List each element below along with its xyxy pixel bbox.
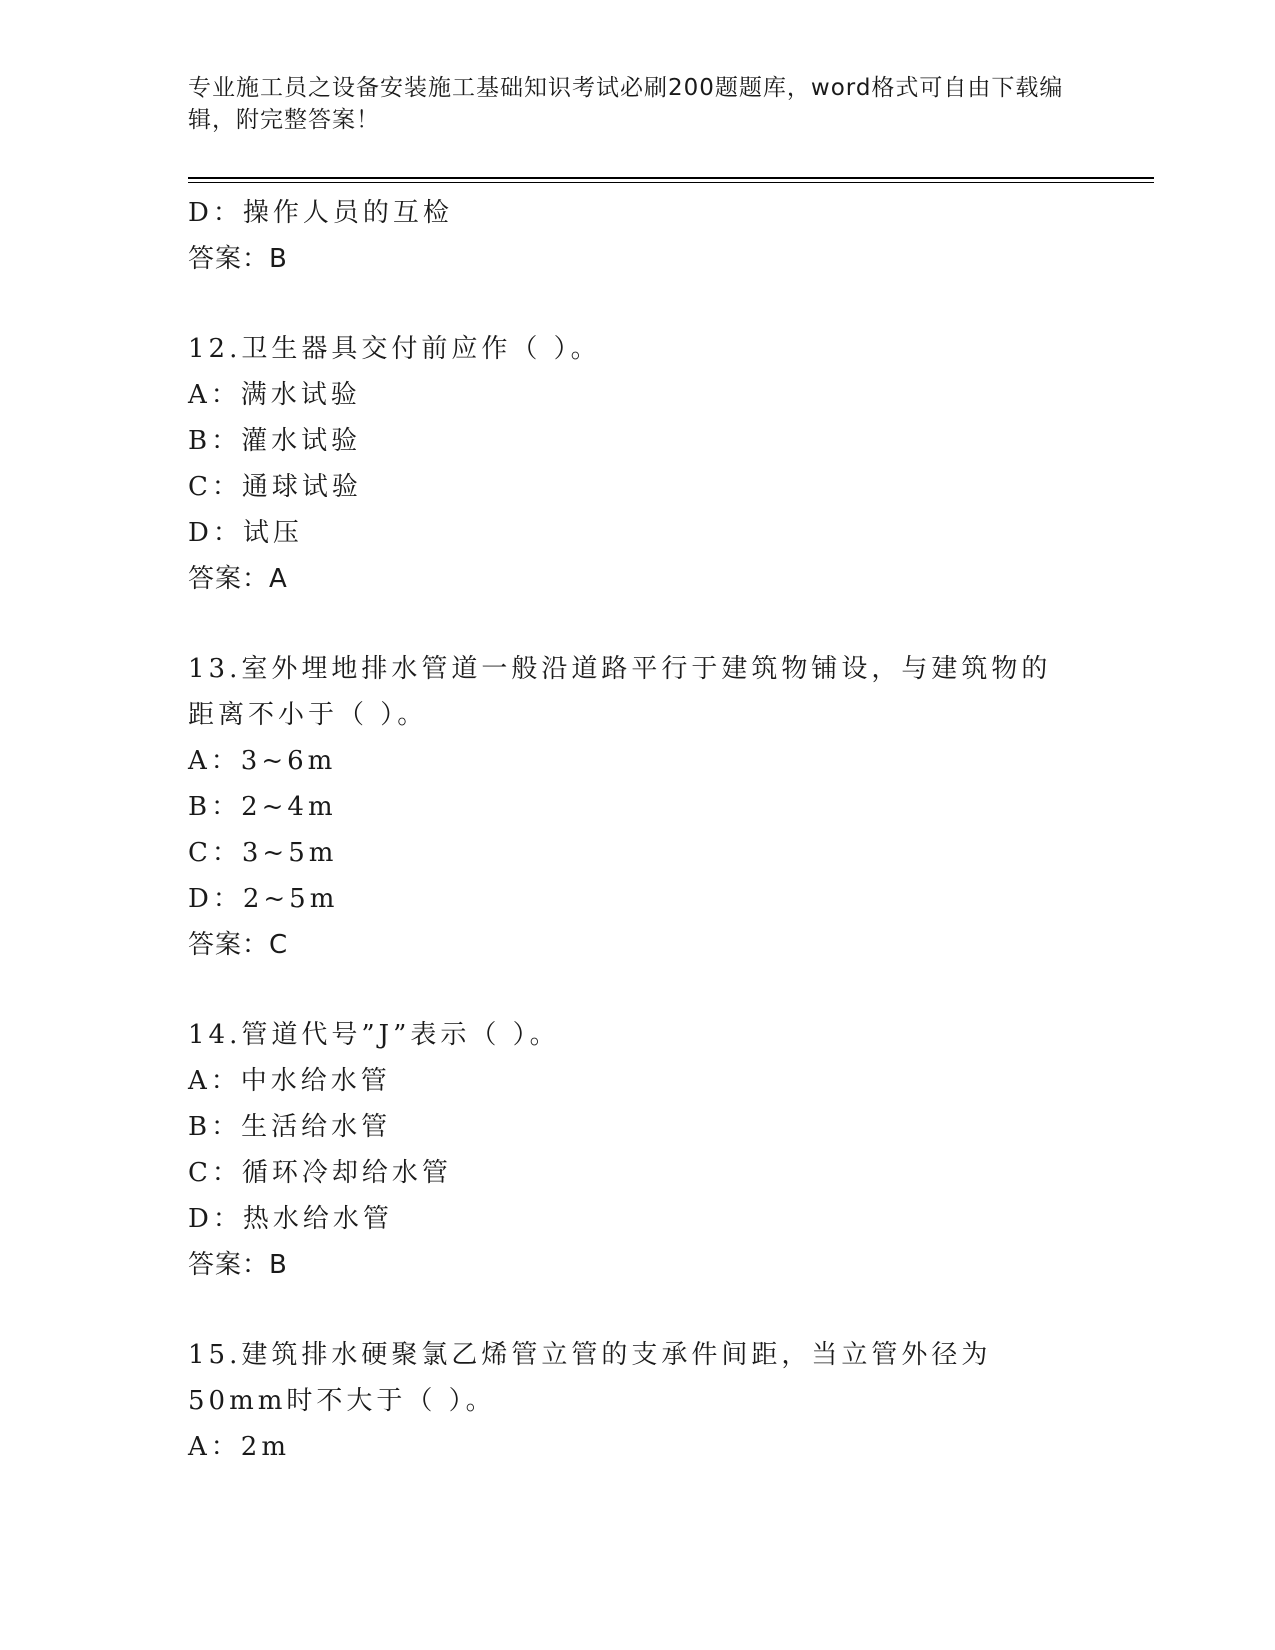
option-a: A：中水给水管 xyxy=(188,1066,391,1096)
option-c: C：3~5m xyxy=(188,838,338,868)
question-14 xyxy=(188,1012,1088,1288)
option-a: A：3~6m xyxy=(188,746,337,776)
question-stem: 14.管道代号”J”表示（ ）。 xyxy=(188,1020,560,1050)
document-title: 专业施工员之设备安装施工基础知识考试必刷200题题库，word格式可自由下载编辑，附完整答案！ xyxy=(188,75,1064,133)
option-b: B：灌水试验 xyxy=(188,426,362,456)
option-a: A：2m xyxy=(188,1432,290,1462)
question-list xyxy=(188,190,1088,1470)
option-d: D：热水给水管 xyxy=(188,1204,393,1234)
option-c: C：通球试验 xyxy=(188,472,362,502)
question-13 xyxy=(188,646,1088,968)
header-rule-thin xyxy=(188,182,1154,183)
option-c: C：循环冷却给水管 xyxy=(188,1158,452,1188)
answer-line: 答案：A xyxy=(188,564,288,594)
option-d: D：操作人员的互检 xyxy=(188,198,453,228)
option-b: B：生活给水管 xyxy=(188,1112,392,1142)
question-stem: 12.卫生器具交付前应作（ ）。 xyxy=(188,334,601,364)
option-b: B：2~4m xyxy=(188,792,337,822)
question-stem: 13.室外埋地排水管道一般沿道路平行于建筑物铺设，与建筑物的距离不小于（ ）。 xyxy=(188,654,1052,730)
question-stem: 15.建筑排水硬聚氯乙烯管立管的支承件间距，当立管外径为50mm时不大于（ ）。 xyxy=(188,1340,992,1416)
header-rule-thick xyxy=(188,177,1154,179)
document-header xyxy=(188,72,1088,136)
question-15 xyxy=(188,1332,1088,1470)
answer-line: 答案：B xyxy=(188,1250,288,1280)
option-a: A：满水试验 xyxy=(188,380,361,410)
option-d: D：试压 xyxy=(188,518,303,548)
answer-line: 答案：C xyxy=(188,930,289,960)
option-d: D：2~5m xyxy=(188,884,339,914)
answer-line: 答案：B xyxy=(188,244,288,274)
question-11-tail xyxy=(188,190,1088,282)
question-12 xyxy=(188,326,1088,602)
